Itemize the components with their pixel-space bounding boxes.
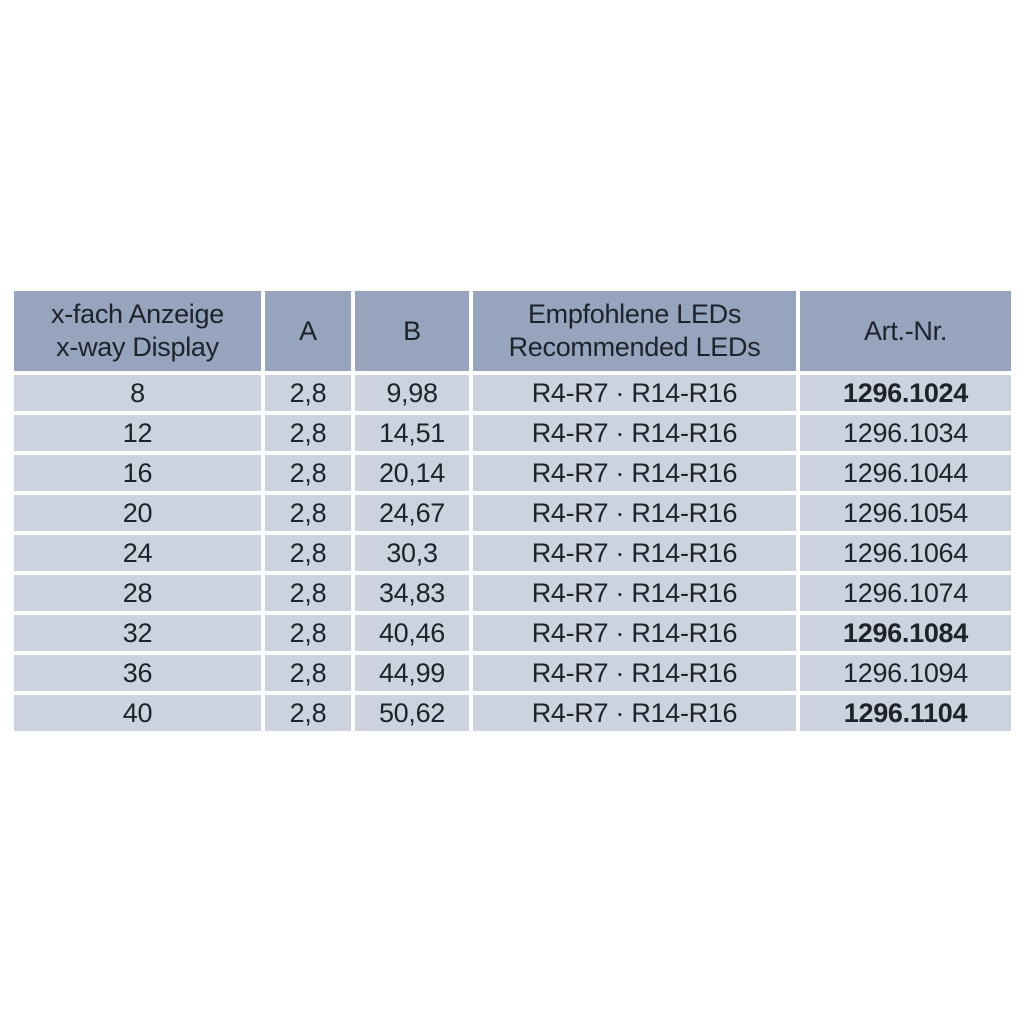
cell-display: 32 bbox=[14, 615, 261, 651]
cell-b: 24,67 bbox=[355, 495, 469, 531]
cell-display: 28 bbox=[14, 575, 261, 611]
cell-b: 44,99 bbox=[355, 655, 469, 691]
header-a-column: A bbox=[265, 291, 351, 371]
cell-b: 9,98 bbox=[355, 375, 469, 411]
cell-artnr: 1296.1074 bbox=[800, 575, 1011, 611]
cell-display: 36 bbox=[14, 655, 261, 691]
cell-leds: R4-R7 · R14-R16 bbox=[473, 495, 796, 531]
cell-a: 2,8 bbox=[265, 415, 351, 451]
cell-display: 8 bbox=[14, 375, 261, 411]
cell-a: 2,8 bbox=[265, 615, 351, 651]
header-leds-line1: Empfohlene LEDs bbox=[527, 299, 742, 330]
cell-b: 50,62 bbox=[355, 695, 469, 731]
cell-display: 12 bbox=[14, 415, 261, 451]
cell-leds: R4-R7 · R14-R16 bbox=[473, 655, 796, 691]
cell-b: 20,14 bbox=[355, 455, 469, 491]
header-display-line1: x-fach Anzeige bbox=[51, 299, 224, 330]
cell-leds: R4-R7 · R14-R16 bbox=[473, 695, 796, 731]
header-artnr-column: Art.-Nr. bbox=[800, 291, 1011, 371]
cell-a: 2,8 bbox=[265, 695, 351, 731]
cell-a: 2,8 bbox=[265, 455, 351, 491]
cell-artnr: 1296.1094 bbox=[800, 655, 1011, 691]
cell-artnr: 1296.1054 bbox=[800, 495, 1011, 531]
product-spec-table bbox=[14, 291, 1011, 731]
header-leds-line2: Recommended LEDs bbox=[508, 332, 761, 362]
cell-artnr: 1296.1024 bbox=[800, 375, 1011, 411]
header-display-line2: x-way Display bbox=[56, 332, 219, 362]
header-leds-column bbox=[473, 291, 796, 371]
cell-display: 24 bbox=[14, 535, 261, 571]
cell-artnr: 1296.1044 bbox=[800, 455, 1011, 491]
cell-display: 16 bbox=[14, 455, 261, 491]
cell-a: 2,8 bbox=[265, 495, 351, 531]
cell-b: 34,83 bbox=[355, 575, 469, 611]
cell-leds: R4-R7 · R14-R16 bbox=[473, 575, 796, 611]
cell-b: 14,51 bbox=[355, 415, 469, 451]
header-b-column: B bbox=[355, 291, 469, 371]
cell-b: 30,3 bbox=[355, 535, 469, 571]
cell-a: 2,8 bbox=[265, 655, 351, 691]
cell-a: 2,8 bbox=[265, 375, 351, 411]
cell-artnr: 1296.1084 bbox=[800, 615, 1011, 651]
cell-leds: R4-R7 · R14-R16 bbox=[473, 455, 796, 491]
cell-b: 40,46 bbox=[355, 615, 469, 651]
cell-display: 40 bbox=[14, 695, 261, 731]
cell-display: 20 bbox=[14, 495, 261, 531]
cell-leds: R4-R7 · R14-R16 bbox=[473, 615, 796, 651]
cell-leds: R4-R7 · R14-R16 bbox=[473, 415, 796, 451]
cell-artnr: 1296.1104 bbox=[800, 695, 1011, 731]
cell-leds: R4-R7 · R14-R16 bbox=[473, 375, 796, 411]
cell-artnr: 1296.1034 bbox=[800, 415, 1011, 451]
cell-a: 2,8 bbox=[265, 535, 351, 571]
cell-leds: R4-R7 · R14-R16 bbox=[473, 535, 796, 571]
cell-artnr: 1296.1064 bbox=[800, 535, 1011, 571]
header-display-column bbox=[14, 291, 261, 371]
cell-a: 2,8 bbox=[265, 575, 351, 611]
